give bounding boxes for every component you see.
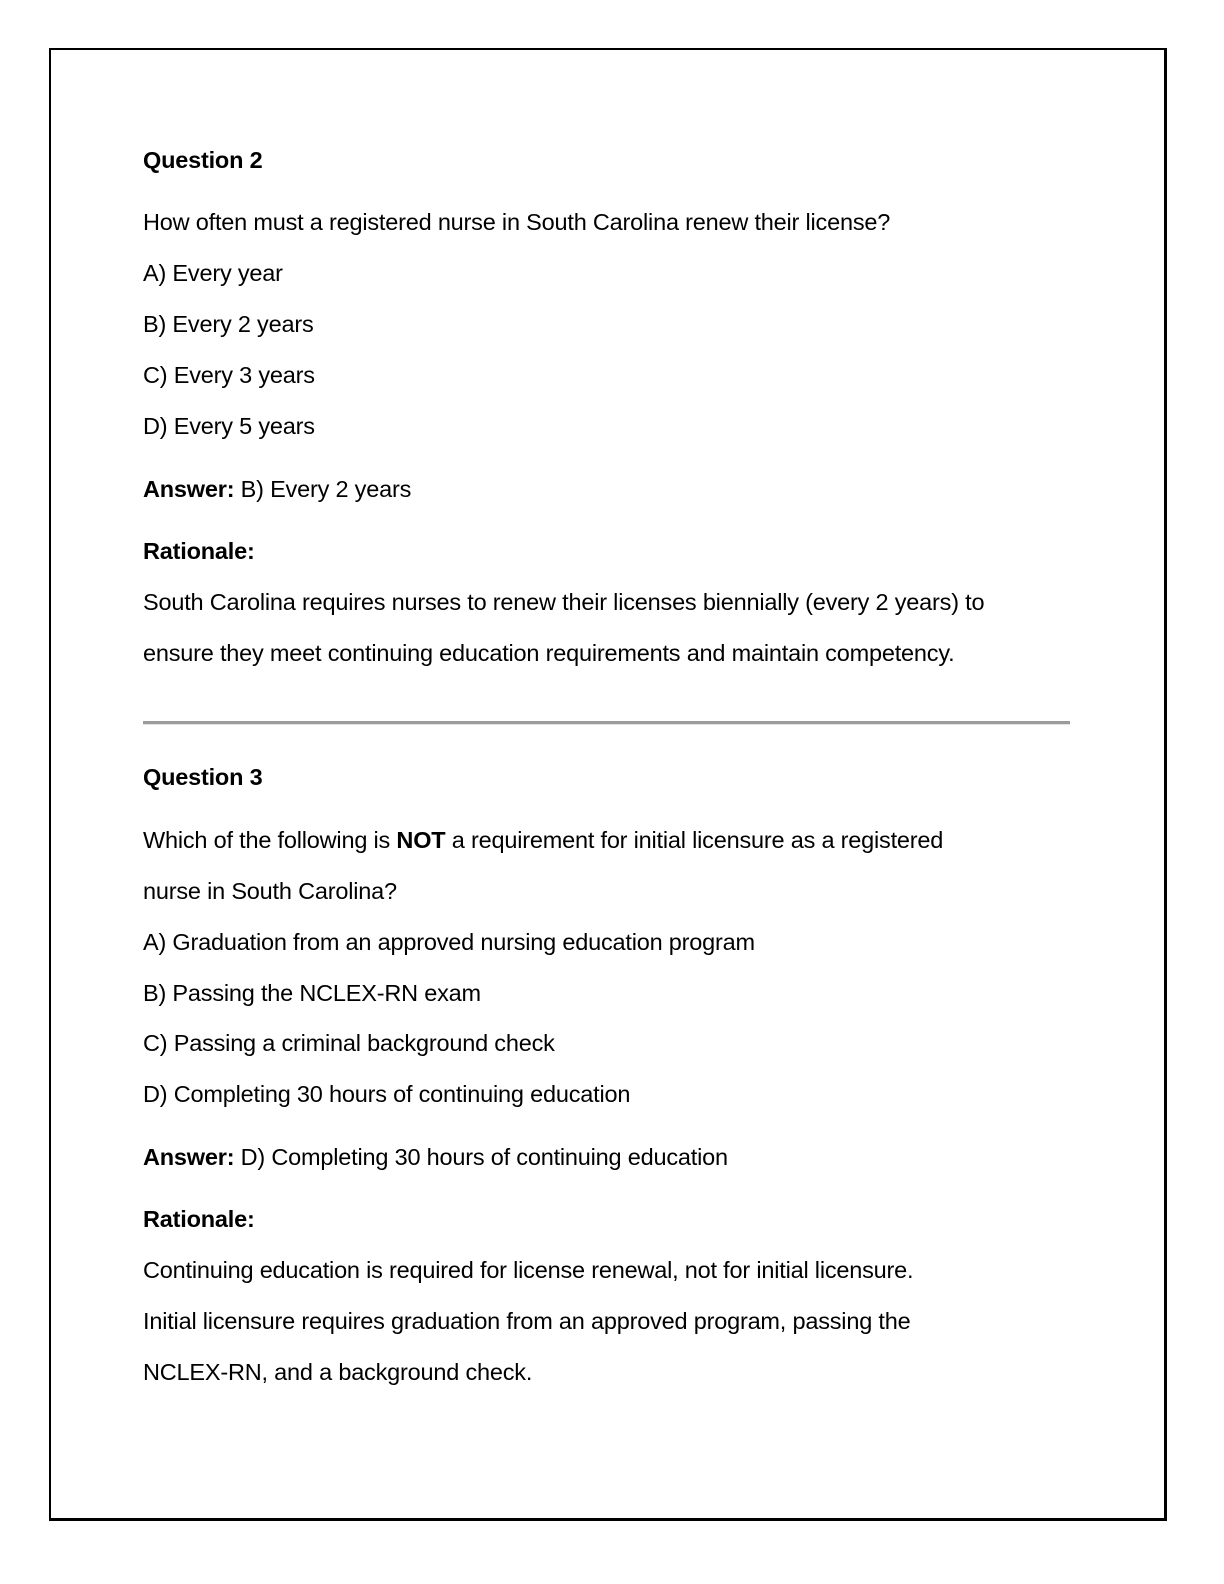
- option-c: C) Every 3 years: [143, 362, 315, 388]
- rationale-line: Continuing education is required for license renewal, not for initial licensure.: [143, 1257, 914, 1283]
- rationale-heading: Rationale:: [143, 1206, 255, 1232]
- question-text-part: a requirement for initial licensure as a registered: [445, 827, 944, 853]
- option-c: C) Passing a criminal background check: [143, 1030, 555, 1056]
- option-a: A) Graduation from an approved nursing education program: [143, 929, 755, 955]
- rationale-line: Initial licensure requires graduation from an approved program, passing the: [143, 1308, 911, 1334]
- question-emphasis: NOT: [396, 827, 446, 853]
- option-b: B) Passing the NCLEX-RN exam: [143, 980, 481, 1006]
- question-heading: Question 2: [143, 147, 263, 173]
- answer-value: B) Every 2 years: [234, 476, 412, 502]
- answer-line: [143, 1142, 728, 1172]
- answer-line: [143, 474, 411, 504]
- option-b: B) Every 2 years: [143, 311, 314, 337]
- answer-label: Answer:: [143, 476, 235, 502]
- question-text: How often must a registered nurse in South Carolina renew their license?: [143, 209, 891, 235]
- answer-label: Answer:: [143, 1144, 235, 1170]
- option-d: D) Every 5 years: [143, 413, 315, 439]
- question-heading: Question 3: [143, 764, 263, 790]
- section-separator: [143, 721, 1070, 725]
- question-text-part: Which of the following is: [143, 827, 397, 853]
- rationale-line: NCLEX-RN, and a background check.: [143, 1359, 533, 1385]
- rationale-heading: Rationale:: [143, 538, 255, 564]
- question-text: nurse in South Carolina?: [143, 878, 397, 904]
- question-text: [143, 825, 943, 855]
- option-a: A) Every year: [143, 260, 283, 286]
- option-d: D) Completing 30 hours of continuing education: [143, 1081, 631, 1107]
- rationale-line: ensure they meet continuing education requirements and maintain competency.: [143, 640, 955, 666]
- rationale-line: South Carolina requires nurses to renew their licenses biennially (every 2 years) to: [143, 589, 985, 615]
- answer-value: D) Completing 30 hours of continuing education: [234, 1144, 728, 1170]
